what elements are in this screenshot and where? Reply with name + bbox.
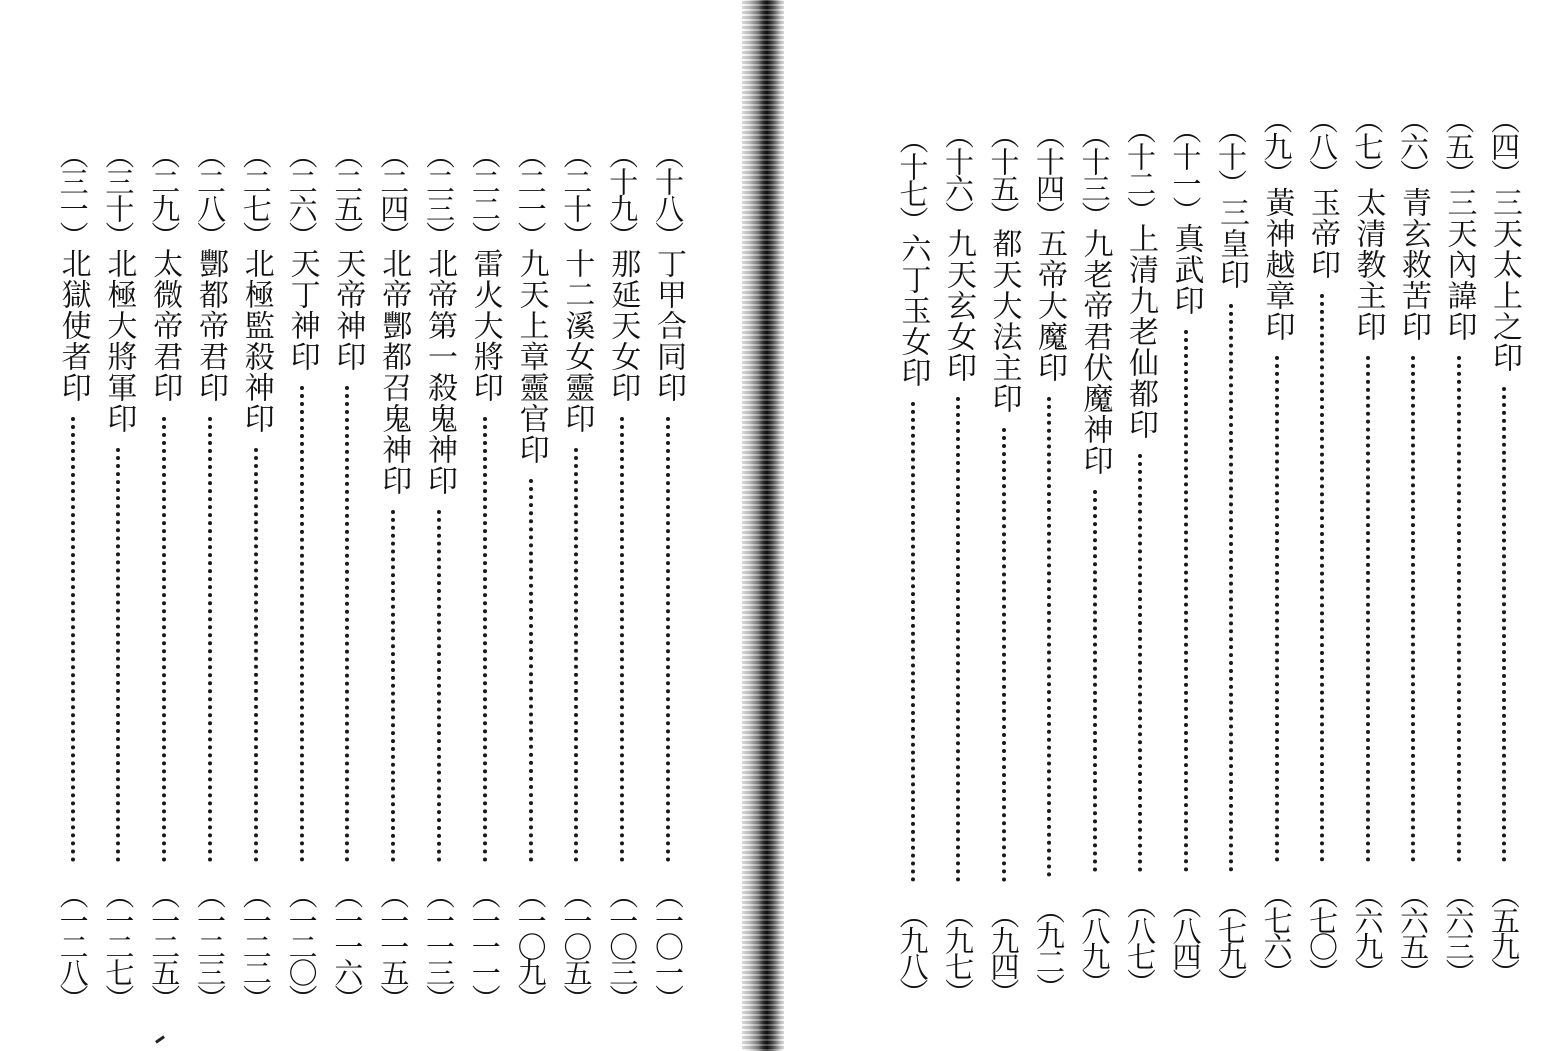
dot-leader	[300, 386, 304, 862]
toc-entry	[236, 0, 276, 1020]
entry-number: （三一）	[55, 140, 90, 248]
entry-title: 九天上章靈官印	[513, 248, 549, 465]
page-number: （一二二）	[238, 880, 273, 1010]
entry-title: 都天大法主印	[986, 228, 1022, 414]
entry-title: 丁甲合同印	[651, 248, 686, 403]
entry-number: （十三）	[1077, 120, 1112, 228]
toc-entry	[1302, 0, 1342, 1020]
toc-entry	[1257, 0, 1297, 1020]
entry-number: （二二）	[467, 140, 502, 248]
entry-number: （二五）	[330, 140, 365, 248]
dot-leader	[71, 417, 75, 862]
entry-title: 北帝第一殺鬼神印	[422, 248, 457, 496]
toc-entry	[511, 0, 551, 1020]
entry-title: 玉帝印	[1305, 187, 1340, 280]
entry-title: 太清教主印	[1350, 187, 1386, 342]
entry-number: （十五）	[986, 120, 1021, 228]
page-number: （八七）	[1123, 890, 1157, 994]
page-number: （六九）	[1350, 880, 1385, 984]
dot-leader	[1275, 356, 1279, 862]
dot-leader	[574, 448, 578, 862]
toc-entry	[648, 0, 688, 1020]
entry-number: （五）	[1441, 105, 1476, 186]
page-number: （九二）	[1032, 895, 1066, 999]
entry-number: （二八）	[193, 140, 227, 248]
dot-leader	[483, 417, 487, 862]
toc-entry	[1439, 0, 1479, 1020]
entry-title: 十二溪女靈印	[559, 248, 595, 434]
entry-title: 那延天女印	[605, 248, 641, 403]
entry-number: （三十）	[101, 140, 136, 248]
right-page	[784, 0, 1549, 1051]
entry-number: （二七）	[238, 140, 273, 248]
page-number: （一一一）	[467, 880, 502, 1010]
toc-entry	[1166, 0, 1206, 1020]
entry-number: （六）	[1396, 105, 1430, 186]
entry-number: （十）	[1214, 115, 1248, 196]
dot-leader	[1502, 387, 1506, 862]
entry-title: 黃神越章印	[1259, 187, 1295, 342]
entry-title: 三皇印	[1214, 197, 1249, 290]
entry-number: （十四）	[1032, 120, 1066, 228]
entry-number: （十二）	[1123, 115, 1157, 223]
page-number: （七〇）	[1305, 880, 1339, 984]
entry-number: （二十）	[559, 140, 594, 248]
entry-title: 酆都帝君印	[193, 248, 228, 403]
toc-entry	[556, 0, 596, 1020]
toc-entry	[938, 0, 978, 1020]
page-number: （一〇九）	[513, 880, 548, 1010]
entry-number: （八）	[1305, 105, 1339, 186]
entry-title: 天丁神印	[284, 248, 320, 372]
entry-title: 北極大將軍印	[101, 248, 137, 434]
toc-entry	[53, 0, 93, 1020]
dot-leader	[666, 417, 670, 862]
dot-leader	[620, 417, 624, 862]
entry-number: （十一）	[1168, 115, 1203, 223]
page-number: （九八）	[895, 900, 930, 1004]
dot-leader	[391, 510, 395, 862]
toc-entry	[1120, 0, 1160, 1020]
page-number: （八九）	[1077, 890, 1112, 994]
entry-number: （九）	[1259, 105, 1294, 186]
entry-number: （七）	[1350, 105, 1385, 186]
entry-title: 六丁玉女印	[895, 233, 931, 388]
dot-leader	[1138, 454, 1142, 872]
entry-title: 北獄使者印	[55, 248, 91, 403]
page-number: （一二八）	[55, 880, 90, 1010]
page-number: （一〇三）	[605, 880, 640, 1010]
entry-number: （二一）	[513, 140, 548, 248]
entry-title: 九老帝君伏魔神印	[1077, 228, 1113, 476]
page-number: （七六）	[1259, 880, 1294, 984]
page-number: （九四）	[986, 900, 1021, 1004]
entry-title: 真武印	[1168, 223, 1204, 316]
page-number: （一二三）	[193, 880, 227, 1010]
page-number: （五九）	[1487, 880, 1521, 984]
dot-leader	[1184, 330, 1188, 872]
entry-number: （十九）	[605, 140, 640, 248]
entry-number: （十六）	[941, 120, 975, 228]
entry-title: 天帝神印	[330, 248, 366, 372]
dot-leader	[345, 386, 349, 862]
dot-leader	[162, 417, 166, 862]
toc-entry	[465, 0, 505, 1020]
dot-leader	[956, 397, 960, 882]
toc-entry	[419, 0, 459, 1020]
dot-leader	[1002, 428, 1006, 882]
dot-leader	[208, 417, 212, 862]
page-number: （一〇五）	[559, 880, 594, 1010]
entry-title: 九天玄女印	[941, 228, 976, 383]
entry-number: （四）	[1487, 105, 1521, 186]
page-number: （七九）	[1214, 890, 1248, 994]
toc-entry	[327, 0, 367, 1020]
page-number: （一二七）	[101, 880, 136, 1010]
entry-title: 雷火大將印	[467, 248, 503, 403]
dot-leader	[1457, 356, 1461, 862]
entry-title: 三天太上之印	[1487, 187, 1522, 373]
toc-entry	[1029, 0, 1069, 1020]
toc-entry	[373, 0, 413, 1020]
entry-number: （十七）	[895, 125, 930, 233]
page-number: （九七）	[941, 900, 975, 1004]
entry-title: 五帝大魔印	[1032, 228, 1067, 383]
toc-entry	[1211, 0, 1251, 1020]
page-number: （六五）	[1396, 880, 1430, 984]
toc-entry	[1075, 0, 1115, 1020]
toc-entry	[893, 0, 933, 1020]
page-number: （一一三）	[422, 880, 456, 1010]
entry-title: 北帝酆都召鬼神印	[376, 248, 412, 496]
dot-leader	[1229, 304, 1233, 872]
toc-entry	[1348, 0, 1388, 1020]
page-number: （一二〇）	[284, 880, 319, 1010]
page-number: （一一六）	[330, 880, 365, 1010]
dot-leader	[437, 510, 441, 862]
entry-number: （二三）	[422, 140, 456, 248]
entry-number: （二四）	[376, 140, 411, 248]
dot-leader	[1366, 356, 1370, 862]
toc-entry	[282, 0, 322, 1020]
entry-number: （二六）	[284, 140, 319, 248]
entry-title: 青玄救苦印	[1396, 187, 1431, 342]
entry-number: （二九）	[147, 140, 182, 248]
left-page	[0, 0, 742, 1051]
dot-leader	[116, 448, 120, 862]
page-number: （一二五）	[147, 880, 182, 1010]
entry-number: （十八）	[651, 140, 685, 248]
dot-leader	[1047, 397, 1051, 877]
book-spine-gutter	[742, 0, 784, 1051]
entry-title: 三天內諱印	[1441, 187, 1477, 342]
toc-entry	[984, 0, 1024, 1020]
page-number: （一〇一）	[651, 880, 685, 1010]
toc-entry	[602, 0, 642, 1020]
page-number: （六三）	[1441, 880, 1476, 984]
entry-title: 北極監殺神印	[238, 248, 274, 434]
dot-leader	[911, 402, 915, 882]
dot-leader	[1093, 490, 1097, 872]
dot-leader	[1320, 294, 1324, 862]
entry-title: 上清九老仙都印	[1123, 223, 1158, 440]
toc-entry	[98, 0, 138, 1020]
toc-entry	[190, 0, 230, 1020]
page-number: （一一五）	[376, 880, 411, 1010]
dot-leader	[254, 448, 258, 862]
toc-entry	[1393, 0, 1433, 1020]
dot-leader	[1411, 356, 1415, 862]
toc-entry	[1484, 0, 1524, 1020]
entry-title: 太微帝君印	[147, 248, 183, 403]
dot-leader	[529, 479, 533, 862]
page-number: （八四）	[1168, 890, 1203, 994]
toc-entry	[144, 0, 184, 1020]
